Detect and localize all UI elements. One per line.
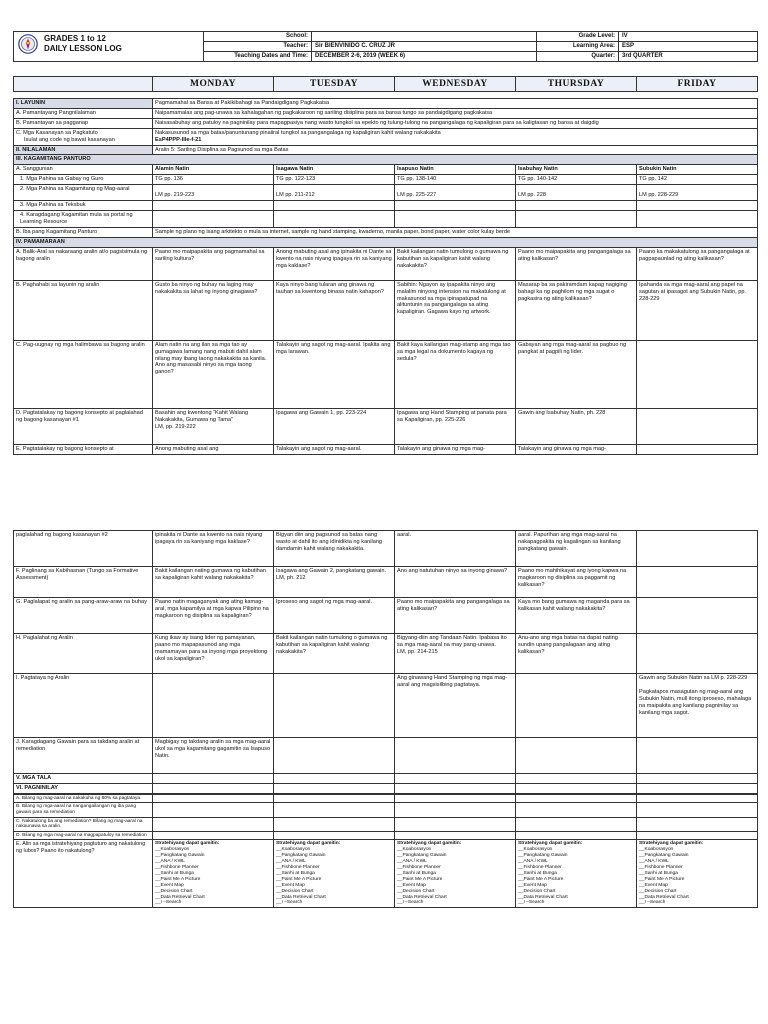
lm-day-5: LM pp. 228-229 <box>637 185 758 201</box>
reflection-row-c-tue[interactable] <box>274 817 395 831</box>
school-label: School: <box>204 32 312 42</box>
procedure-row-f-tue: Isagawa ang Gawain 2, pangkatang gawain. LM, ph. 212 <box>274 567 395 598</box>
procedure-row-a-wed: Bakit kailangan natin tumulong o gumawa ng kabutihan sa kapaligiran kahit walang nakakakita? <box>395 247 516 280</box>
header-title-cell <box>14 32 204 62</box>
procedure-row-a-thu: Paano mo maipapakita ang pangangalaga sa ating kalikasan? <box>516 247 637 280</box>
reflection-row-d-thu[interactable] <box>516 831 637 840</box>
teaching-dates-value: DECEMBER 2-6, 2019 (WEEK 6) <box>312 52 537 62</box>
tg-day-5: TG pp. 142 <box>637 175 758 185</box>
procedure-row-i-tue <box>274 674 395 738</box>
strategy-option[interactable]: __Pangkatang Gawain <box>276 853 326 859</box>
strategy-option[interactable]: __Decision Chart <box>639 888 677 894</box>
teacher-label: Teacher: <box>204 42 312 52</box>
teksbuk-cell-2 <box>274 201 395 211</box>
teksbuk-cell-5 <box>637 201 758 211</box>
kagamitang-mag-aaral-label: 2. Mga Pahina sa Kagamitang ng Mag-aaral <box>14 185 153 201</box>
procedure-row-j-mon: Magbigay ng takdang aralin sa mga mag-aaral ukol sa mga kagamitang gagamitin sa Isapuso Natin. <box>153 738 274 774</box>
sanggunian-day-3: Isapuso Natin <box>395 165 516 175</box>
reflection-row-c-fri[interactable] <box>637 817 758 831</box>
pagninilay-cell-4 <box>516 783 637 793</box>
strategy-option[interactable]: __Pangkatang Gawain <box>397 853 447 859</box>
nilalaman-heading: II. NILALAMAN <box>14 145 153 155</box>
learning-resource-label: 4. Karagdagang Kagamitan mula sa portal ng Learning Resource <box>14 211 153 228</box>
procedure-row-c-thu: Gabayan ang mga mag-aaral sa pagbuo ng pangkat at pagpili ng lider. <box>516 340 637 408</box>
reflection-row-a-label: A. Bilang ng mag-aaral na nakakuha ng 80% sa pagtataya. <box>14 794 153 803</box>
procedure-row-i-thu <box>516 674 637 738</box>
pamamaraan-heading: IV. PAMAMARAAN <box>14 237 758 247</box>
sanggunian-day-5: Subukin Natin <box>637 165 758 175</box>
day-header-blank <box>14 77 153 92</box>
procedure-row-h-wed: Bigyang-diin ang Tandaan Natin. Ipabasa ito sa mga mag-aaral na may pang-unawa. LM, pp. 214-215 <box>395 634 516 674</box>
reflection-row-d-fri[interactable] <box>637 831 758 840</box>
strategy-option[interactable]: __Koaborasyon <box>155 847 190 853</box>
procedure-row-j-tue <box>274 738 395 774</box>
strategy-option[interactable]: __Decision Chart <box>155 888 193 894</box>
procedure-row-e2-fri <box>637 531 758 567</box>
objectives-table <box>13 98 758 455</box>
procedure-row-e-wed: Talakayin ang ginawa ng mga mag- <box>395 444 516 454</box>
procedure-row-a-label: A. Balik-Aral sa nakaraang aralin at/o pagsisimula ng bagong aralin <box>14 247 153 280</box>
iba-pang-kagamitan-value: Sample ng plano ng isang arkitekto o mula sa internet, sample ng hand stamping, kwaderno, manila paper, bond paper, water color kulay berde <box>153 227 758 237</box>
strategy-option[interactable]: __Event Map <box>397 882 426 888</box>
sanggunian-day-2: Isagawa Natin <box>274 165 395 175</box>
strategy-option[interactable]: __I –Search <box>155 900 182 906</box>
procedure-row-e-tue: Talakayin ang sagot ng mag-aaral. <box>274 444 395 454</box>
strategy-option[interactable]: __ANA / KWL <box>276 859 306 865</box>
strategy-option[interactable]: __Sanhi at Bunga <box>155 870 194 876</box>
procedure-row-c-label: C. Pag-uugnay ng mga halimbawa sa bagong aralin <box>14 340 153 408</box>
pagninilay-cell-5 <box>637 783 758 793</box>
lr-cell-2 <box>274 211 395 228</box>
nilalaman-value: Aralin 5: Sariling Disiplina sa Pagsunod sa mga Batas <box>153 145 758 155</box>
layunin-value: Pagmamahal sa Bansa at Pakikibahagi sa Pandaigdigang Pagkakaisa <box>153 99 758 109</box>
pagninilay-cell-2 <box>274 783 395 793</box>
procedure-continued-table <box>13 530 758 794</box>
day-header-thursday: THURSDAY <box>516 77 637 92</box>
kagamitang-panturo-heading: III. KAGAMITANG PANTURO <box>14 155 758 165</box>
procedure-row-b-wed: Sabihin: Ngayon ay ipapakita ninyo ang malalim ninyong intension na makatulong at makasunod sa mga ipinapatupad na alituntunin sa pangangalaga sa ating kapaligiran. Gagawa kayo ng artwork. <box>395 280 516 340</box>
tala-cell-2 <box>274 774 395 784</box>
tala-cell-3 <box>395 774 516 784</box>
learning-area-value: ESP <box>619 42 758 52</box>
strategy-list-tuesday <box>274 840 395 908</box>
tg-day-4: TG pp. 140-142 <box>516 175 637 185</box>
pamantayang-pangnilalaman-label: A. Pamantayang Pangnilalaman <box>14 108 153 118</box>
strategy-option[interactable]: __Fishbone Planner <box>639 865 683 870</box>
strategy-option[interactable]: __Sanhi at Bunga <box>276 870 315 876</box>
strategy-option[interactable]: __Paint Me A Picture <box>155 876 201 882</box>
reflection-row-a-thu[interactable] <box>516 794 637 803</box>
procedure-row-g-wed: Paano mo maipapakita ang pangangalaga sa ating kalikasan? <box>395 598 516 634</box>
reflection-row-e-label: E. Alin sa mga istratehiyang pagtuturo ang nakatulong ng lubos? Paano ito nakatulong? <box>14 840 153 908</box>
strategy-title: Stratehiyang dapat gamitin: <box>276 841 341 847</box>
grade-level-value: IV <box>619 32 758 42</box>
reflection-row-c-label: C. Nakatulong ba ang remediation? Bilang ng mag-aaral na nakaunawa sa aralin. <box>14 817 153 831</box>
layunin-heading: I. LAYUNIN <box>14 99 153 109</box>
reflection-row-a-wed[interactable] <box>395 794 516 803</box>
procedure-row-h-label: H. Paglalahat ng Aralin <box>14 634 153 674</box>
procedure-row-a-mon: Paano mo maipapakita ang pagmamahal sa sariling kultura? <box>153 247 274 280</box>
lesson-table-part2 <box>13 530 757 908</box>
procedure-row-e2-thu: aaral. Papurihan ang mga mag-aaral na nakapagpakita ng kagalingan sa kanilang pangkatang gawain. <box>516 531 637 567</box>
strategy-option[interactable]: __I –Search <box>639 900 666 906</box>
day-header-wednesday: WEDNESDAY <box>395 77 516 92</box>
grades-title: GRADES 1 to 12 <box>44 34 106 43</box>
procedure-row-i-wed: Ang ginawang Hand Stamping ng mga mag-aaral ang magsisilbing pagtataya. <box>395 674 516 738</box>
strategy-option[interactable]: __ANA / KWL <box>155 859 185 865</box>
pamantayan-pagganap-label: B. Pamantayan sa pagganap <box>14 118 153 128</box>
procedure-row-i-fri: Gawin ang Subukin Natin sa LM p. 228-229 Pagkatapos masagutan ng mag-aaral ang Subukin Natin, mull itong iproseso, mahalaga na maipakita ang kanilang pagninilay sa kanilang mga sagot. <box>637 674 758 738</box>
procedure-row-f-thu: Paano mo mahihikayat ang iyong kapwa na magkaroon ng disiplina sa paggamit ng kalikasan? <box>516 567 637 598</box>
procedure-row-h-mon: Kung ikaw ay isang lider ng pamayanan, paano mo mapapasunod ang mga mamamayan para sa inyong mga proyektong ukol sa kapaligiran? <box>153 634 274 674</box>
procedure-row-j-label: J. Karagdagang Gawain para sa takdang aralin at remediation <box>14 738 153 774</box>
kasanayan-value <box>153 128 758 145</box>
reflection-row-b-mon[interactable] <box>153 803 274 817</box>
strategy-option[interactable]: __Event Map <box>276 882 305 888</box>
reflection-row-d-mon[interactable] <box>153 831 274 840</box>
strategy-title: Stratehiyang dapat gamitin: <box>518 841 583 847</box>
strategy-list-thursday <box>516 840 637 908</box>
procedure-row-a-tue: Anong mabuting asal ang ipinakita ni Dante sa kwento na nais niyang ipagaya rin sa kaniyang mga kaklase? <box>274 247 395 280</box>
procedure-row-b-mon: Gusto ba ninyo ng buhay na laging may nakakakita sa lahat ng inyong ginagawa? <box>153 280 274 340</box>
sanggunian-day-4: Isabuhay Natin <box>516 165 637 175</box>
strategy-title: Stratehiyang dapat gamitin: <box>397 841 462 847</box>
procedure-row-e2-mon: ipinakita ni Dante sa kwento na nais niyang ipagaya rin sa kaniyang mga kaklase? <box>153 531 274 567</box>
reflection-row-d-wed[interactable] <box>395 831 516 840</box>
reflection-row-a-fri[interactable] <box>637 794 758 803</box>
tala-cell-5 <box>637 774 758 784</box>
procedure-row-c-mon: Alam natin na ang ilan sa mga tao ay gumagawa lamang nang mabuti dahil alam nilang may ibang taong nakakakita sa kanila. Ano ang masasabi ninyo sa mga taong ganon? <box>153 340 274 408</box>
pagninilay-cell-1 <box>153 783 274 793</box>
strategy-option[interactable]: __Paint Me A Picture <box>639 876 685 882</box>
iba-pang-kagamitan-label: B. Iba pang Kagamitang Panturo <box>14 227 153 237</box>
kasanayan-code: EsP4PPP-IIIe-f-21 <box>155 136 202 143</box>
lr-cell-4 <box>516 211 637 228</box>
strategy-option[interactable]: __Decision Chart <box>397 888 435 894</box>
strategy-option[interactable]: __Paint Me A Picture <box>276 876 322 882</box>
strategy-option[interactable]: __Paint Me A Picture <box>397 876 443 882</box>
strategy-option[interactable]: __Koaborasyon <box>397 847 432 853</box>
reflection-row-a-mon[interactable] <box>153 794 274 803</box>
reflection-row-b-thu[interactable] <box>516 803 637 817</box>
mga-tala-heading: V. MGA TALA <box>14 774 153 784</box>
reflection-row-b-wed[interactable] <box>395 803 516 817</box>
reflection-row-c-wed[interactable] <box>395 817 516 831</box>
procedure-row-j-fri <box>637 738 758 774</box>
procedure-row-g-label: G. Paglalapat ng aralin sa pang-araw-araw na buhay <box>14 598 153 634</box>
header-block <box>13 31 757 62</box>
day-header-monday: MONDAY <box>153 77 274 92</box>
procedure-row-e-thu: Talakayin ang ginawa ng mga mag- <box>516 444 637 454</box>
strategy-option[interactable]: __Data Retrieval Chart <box>155 894 205 900</box>
strategy-option[interactable]: __Sanhi at Bunga <box>639 870 678 876</box>
procedure-row-d-tue: Ipagawa ang Gawain 1, pp. 223-224 <box>274 408 395 444</box>
header-table <box>13 31 758 62</box>
day-header-table <box>13 76 758 92</box>
kasanayan-label-line1: C. Mga Kasanayan sa Pagkatuto <box>16 129 98 136</box>
school-value <box>312 32 537 42</box>
strategy-option[interactable]: __I –Search <box>518 900 545 906</box>
strategy-option[interactable]: __I –Search <box>397 900 424 906</box>
reflection-row-b-fri[interactable] <box>637 803 758 817</box>
strategy-option[interactable]: __Pangkatang Gawain <box>155 853 205 859</box>
strategy-option[interactable]: __Koaborasyon <box>276 847 311 853</box>
strategy-option[interactable]: __Data Retrieval Chart <box>518 894 568 900</box>
procedure-row-e-fri <box>637 444 758 454</box>
procedure-row-e2-label: paglalahad ng bagong kasanayan #2 <box>14 531 153 567</box>
tala-cell-1 <box>153 774 274 784</box>
strategy-option[interactable]: __Fishbone Planner <box>397 865 441 870</box>
teksbuk-cell-4 <box>516 201 637 211</box>
strategy-option[interactable]: __I –Search <box>276 900 303 906</box>
teksbuk-cell-1 <box>153 201 274 211</box>
procedure-row-h-fri <box>637 634 758 674</box>
strategy-option[interactable]: __ANA / KWL <box>639 859 669 865</box>
deped-seal-icon <box>18 34 38 54</box>
procedure-row-j-thu <box>516 738 637 774</box>
teksbuk-cell-3 <box>395 201 516 211</box>
lr-cell-5 <box>637 211 758 228</box>
grade-level-label: Grade Level: <box>537 32 619 42</box>
reflection-table <box>13 794 758 909</box>
lm-day-1: LM pp. 219-223 <box>153 185 274 201</box>
quarter-value: 3rd QUARTER <box>619 52 758 62</box>
procedure-row-e2-tue: Bigyan diin ang pagsunod sa batas nang wasto at dahil ito ang idinidikta ng kanilang damdamin kahit walang nakakakita. <box>274 531 395 567</box>
reflection-row-d-label: D. Bilang ng mga mag-aaral na magpapatuloy sa remediation <box>14 831 153 840</box>
tg-day-1: TG pp. 136 <box>153 175 274 185</box>
procedure-row-g-thu: Kaya mo bang gumawa ng maganda para sa kalikasan kahit walang nakakakita? <box>516 598 637 634</box>
strategy-option[interactable]: __Event Map <box>639 882 668 888</box>
strategy-list-friday <box>637 840 758 908</box>
reflection-row-d-tue[interactable] <box>274 831 395 840</box>
procedure-row-a-fri: Paano ka makakatulong sa pangangalaga at pagpapaunlad ng ating kalikasan? <box>637 247 758 280</box>
strategy-title: Stratehiyang dapat gamitin: <box>155 841 220 847</box>
quarter-label: Quarter: <box>537 52 619 62</box>
strategy-option[interactable]: __Fishbone Planner <box>276 865 320 870</box>
strategy-option[interactable]: __Pangkatang Gawain <box>639 853 689 859</box>
pamantayan-pagganap-value: Naisasabuhay ang patuloy na pagninilay para mapagpasiya nang wasto tungkol sa epekto ng tulung-tulong na pangangalaga ng kapaligiran para sa kaligtasan ng bansa at daigdig <box>153 118 758 128</box>
procedure-row-b-tue: Kaya ninyo bang tularan ang ginawa ng tauhan sa kwentong binasa natin kahapon? <box>274 280 395 340</box>
procedure-row-b-thu: Masarap ba sa pakiramdam kapag nagiging bahagi ka ng paghilom ng mga sugat o pagkasira ng ating kalikasan? <box>516 280 637 340</box>
procedure-row-f-label: F. Paglinang sa Kabihasnan (Tungo sa Formative Assessment) <box>14 567 153 598</box>
procedure-row-c-tue: Talakayin ang sagot ng mag-aaral. Ipakita ang mga larawan. <box>274 340 395 408</box>
procedure-row-f-wed: Ano ang natutuhan ninyo sa inyong ginawa? <box>395 567 516 598</box>
procedure-row-d-mon: Basahin ang kwentong “Kahit Walang Nakakakita, Gumawa ng Tama” LM, pp. 219-222 <box>153 408 274 444</box>
procedure-row-j-wed <box>395 738 516 774</box>
procedure-row-h-thu: Anu-ano ang mga batas na dapat nating sundin upang pangalagaan ang ating kalikasan? <box>516 634 637 674</box>
procedure-row-i-label: I. Pagtataya ng Aralin <box>14 674 153 738</box>
lm-day-3: LM pp. 225-227 <box>395 185 516 201</box>
strategy-option[interactable]: __Pangkatang Gawain <box>518 853 568 859</box>
procedure-row-b-fri: Ipahanda sa mga mag-aaral ang papel na sagutan at ipasagot ang Subukin Natin, pp. 228-229 <box>637 280 758 340</box>
procedure-row-c-wed: Bakit kaya kailangan mag-stamp ang mga tao sa mga legal na dokumento kagaya ng sedula? <box>395 340 516 408</box>
procedure-row-g-tue: Iproseso ang sagot ng mga mag-aaral. <box>274 598 395 634</box>
lm-day-2: LM pp. 211-212 <box>274 185 395 201</box>
reflection-row-c-thu[interactable] <box>516 817 637 831</box>
procedure-row-d-thu: Gawin ang Isabuhay Natin, ph. 228 <box>516 408 637 444</box>
procedure-row-f-mon: Bakit kailangan nating gumawa ng kabutihan sa kapaligiran kahit walang nakakakita? <box>153 567 274 598</box>
procedure-row-d-wed: Ipagawa ang Hand Stamping at panata para sa Kapaligiran, pp. 225-226 <box>395 408 516 444</box>
procedure-row-e2-wed: aaral. <box>395 531 516 567</box>
day-header-block <box>13 76 757 92</box>
procedure-row-h-tue: Bakit kailangan natin tumulong o gumawa ng kabutihan sa kapaligiran kahit walang nakakakita? <box>274 634 395 674</box>
kasanayan-label <box>14 128 153 145</box>
procedure-row-e-mon: Anong mabuting asal ang <box>153 444 274 454</box>
reflection-row-b-tue[interactable] <box>274 803 395 817</box>
strategy-title: Stratehiyang dapat gamitin: <box>639 841 704 847</box>
sanggunian-label: A. Sanggunian <box>14 165 153 175</box>
sanggunian-day-1: Alamin Natin <box>153 165 274 175</box>
teaching-dates-label: Teaching Dates and Time: <box>204 52 312 62</box>
reflection-row-a-tue[interactable] <box>274 794 395 803</box>
kasanayan-label-line2: Isulat ang code ng bawat kasanayan <box>24 136 115 143</box>
lr-cell-1 <box>153 211 274 228</box>
procedure-row-i-mon <box>153 674 274 738</box>
strategy-option[interactable]: __Data Retrieval Chart <box>276 894 326 900</box>
teacher-value: Sir BIENVINIDO C. CRUZ JR <box>312 42 537 52</box>
procedure-row-d-fri <box>637 408 758 444</box>
gabay-guro-label: 1. Mga Pahina sa Gabay ng Guro <box>14 175 153 185</box>
procedure-row-g-fri <box>637 598 758 634</box>
procedure-row-b-label: B. Paghahabi sa layunin ng aralin <box>14 280 153 340</box>
learning-area-label: Learning Area: <box>537 42 619 52</box>
procedure-row-g-mon: Paano natin magaganyak ang ating kamag-aral, mga kapamilya at mga kapwa Pilipino na magkaroon ng disiplina sa kapaligiran? <box>153 598 274 634</box>
strategy-option[interactable]: __Data Retrieval Chart <box>639 894 689 900</box>
strategy-option[interactable]: __Fishbone Planner <box>518 865 562 870</box>
strategy-option[interactable]: __Event Map <box>155 882 184 888</box>
strategy-option[interactable]: __ANA / KWL <box>518 859 548 865</box>
reflection-row-b-label: B. Bilang ng mga-aaral na nangangailangan ng iba pang gawain para sa remediation <box>14 803 153 817</box>
day-header-tuesday: TUESDAY <box>274 77 395 92</box>
strategy-option[interactable]: __Koaborasyon <box>518 847 553 853</box>
tala-cell-4 <box>516 774 637 784</box>
strategy-option[interactable]: __Decision Chart <box>276 888 314 894</box>
strategy-option[interactable]: __Event Map <box>518 882 547 888</box>
strategy-option[interactable]: __ANA / KWL <box>397 859 427 865</box>
strategy-list-wednesday <box>395 840 516 908</box>
strategy-option[interactable]: __Decision Chart <box>518 888 556 894</box>
lm-day-4: LM pp. 228 <box>516 185 637 201</box>
strategy-option[interactable]: __Paint Me A Picture <box>518 876 564 882</box>
strategy-option[interactable]: __Fishbone Planner <box>155 865 199 870</box>
procedure-row-e-label: E. Pagtatalakay ng bagong konsepto at <box>14 444 153 454</box>
strategy-option[interactable]: __Data Retrieval Chart <box>397 894 447 900</box>
strategy-option[interactable]: __Sanhi at Bunga <box>518 870 557 876</box>
lr-cell-3 <box>395 211 516 228</box>
pagninilay-cell-3 <box>395 783 516 793</box>
strategy-option[interactable]: __Sanhi at Bunga <box>397 870 436 876</box>
tg-day-2: TG pp. 122-123 <box>274 175 395 185</box>
procedure-row-d-label: D. Pagtatalakay ng bagong konsepto at paglalahad ng bagong kasanayan #1 <box>14 408 153 444</box>
teksbuk-label: 3. Mga Pahina sa Teksbuk <box>14 201 153 211</box>
procedure-row-f-fri <box>637 567 758 598</box>
kasanayan-text: Nakasusunod sa mga batas/panuntunang pinaiiral tungkol sa pangangalaga ng kapaligiran kahit walang nakakakita <box>155 129 441 136</box>
pagninilay-heading: VI. PAGNINILAY <box>14 783 153 793</box>
lesson-table-part1 <box>13 98 757 455</box>
procedure-row-c-fri <box>637 340 758 408</box>
reflection-row-c-mon[interactable] <box>153 817 274 831</box>
day-header-friday: FRIDAY <box>637 77 758 92</box>
pamantayang-pangnilalaman-value: Naipamamalas ang pag-unawa sa kahalagahan ng pagkakaroon ng sariling disiplina para sa bansa tungo sa pandaigdigang pagkakaisa <box>153 108 758 118</box>
daily-lesson-log-title: DAILY LESSON LOG <box>44 44 122 53</box>
tg-day-3: TG pp. 138-140 <box>395 175 516 185</box>
strategy-list-monday <box>153 840 274 908</box>
strategy-option[interactable]: __Koaborasyon <box>639 847 674 853</box>
